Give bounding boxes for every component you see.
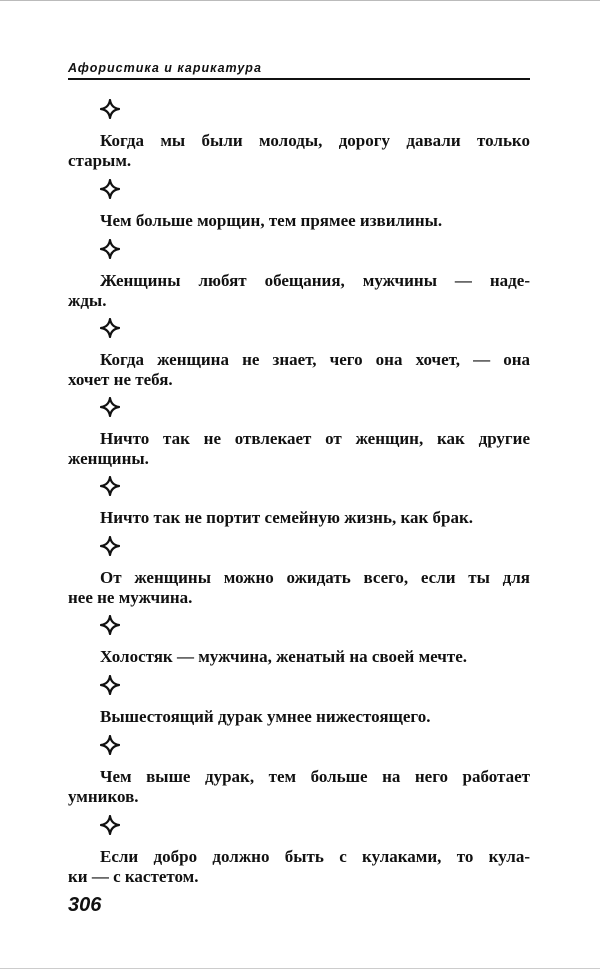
four-point-star-icon xyxy=(100,735,120,755)
four-point-star-icon xyxy=(100,615,120,635)
aphorism-line: Ничто так не портит семейную жизнь, как брак. xyxy=(100,508,474,527)
aphorism xyxy=(68,568,530,608)
four-point-star-icon xyxy=(100,397,120,417)
aphorism xyxy=(68,211,530,231)
aphorism-line: нее не мужчина. xyxy=(68,588,193,607)
aphorism xyxy=(68,429,530,469)
aphorism xyxy=(68,271,530,311)
four-point-star-icon xyxy=(100,179,120,199)
aphorism-line: Женщины любят обещания, мужчины — наде- xyxy=(100,271,530,290)
aphorism-line: Чем выше дурак, тем больше на него работает xyxy=(100,767,530,786)
aphorism-line: женщины. xyxy=(68,449,149,468)
four-point-star-icon xyxy=(100,536,120,556)
aphorism xyxy=(68,767,530,807)
four-point-star-icon xyxy=(100,815,120,835)
scan-edge-bottom xyxy=(0,968,600,969)
four-point-star-icon xyxy=(100,675,120,695)
aphorism-line: Когда мы были молоды, дорогу давали только xyxy=(100,131,530,150)
aphorism-line: ки — с кастетом. xyxy=(68,867,199,886)
four-point-star-icon xyxy=(100,239,120,259)
aphorism-line: Если добро должно быть с кулаками, то кула- xyxy=(100,847,530,866)
aphorism xyxy=(68,847,530,887)
aphorism-line: Чем больше морщин, тем прямее извилины. xyxy=(100,211,443,230)
aphorism-line: Ничто так не отвлекает от женщин, как другие xyxy=(100,429,530,448)
running-head: Афористика и карикатура xyxy=(68,61,262,75)
aphorism-line: хочет не тебя. xyxy=(68,370,173,389)
scan-edge-top xyxy=(0,0,600,1)
four-point-star-icon xyxy=(100,99,120,119)
four-point-star-icon xyxy=(100,476,120,496)
aphorism-line: умников. xyxy=(68,787,139,806)
aphorism-line: старым. xyxy=(68,151,132,170)
aphorism-line: Вышестоящий дурак умнее нижестоящего. xyxy=(100,707,431,726)
aphorism-line: Холостяк — мужчина, женатый на своей мечте. xyxy=(100,647,468,666)
aphorism xyxy=(68,131,530,171)
aphorism-line: жды. xyxy=(68,291,107,310)
header-rule xyxy=(68,78,530,80)
aphorism xyxy=(68,647,530,667)
aphorism-line: От женщины можно ожидать всего, если ты для xyxy=(100,568,530,587)
page-number: 306 xyxy=(68,894,102,916)
four-point-star-icon xyxy=(100,318,120,338)
aphorism xyxy=(68,707,530,727)
aphorism xyxy=(68,508,530,528)
aphorism xyxy=(68,350,530,390)
aphorism-line: Когда женщина не знает, чего она хочет, — она xyxy=(100,350,530,369)
